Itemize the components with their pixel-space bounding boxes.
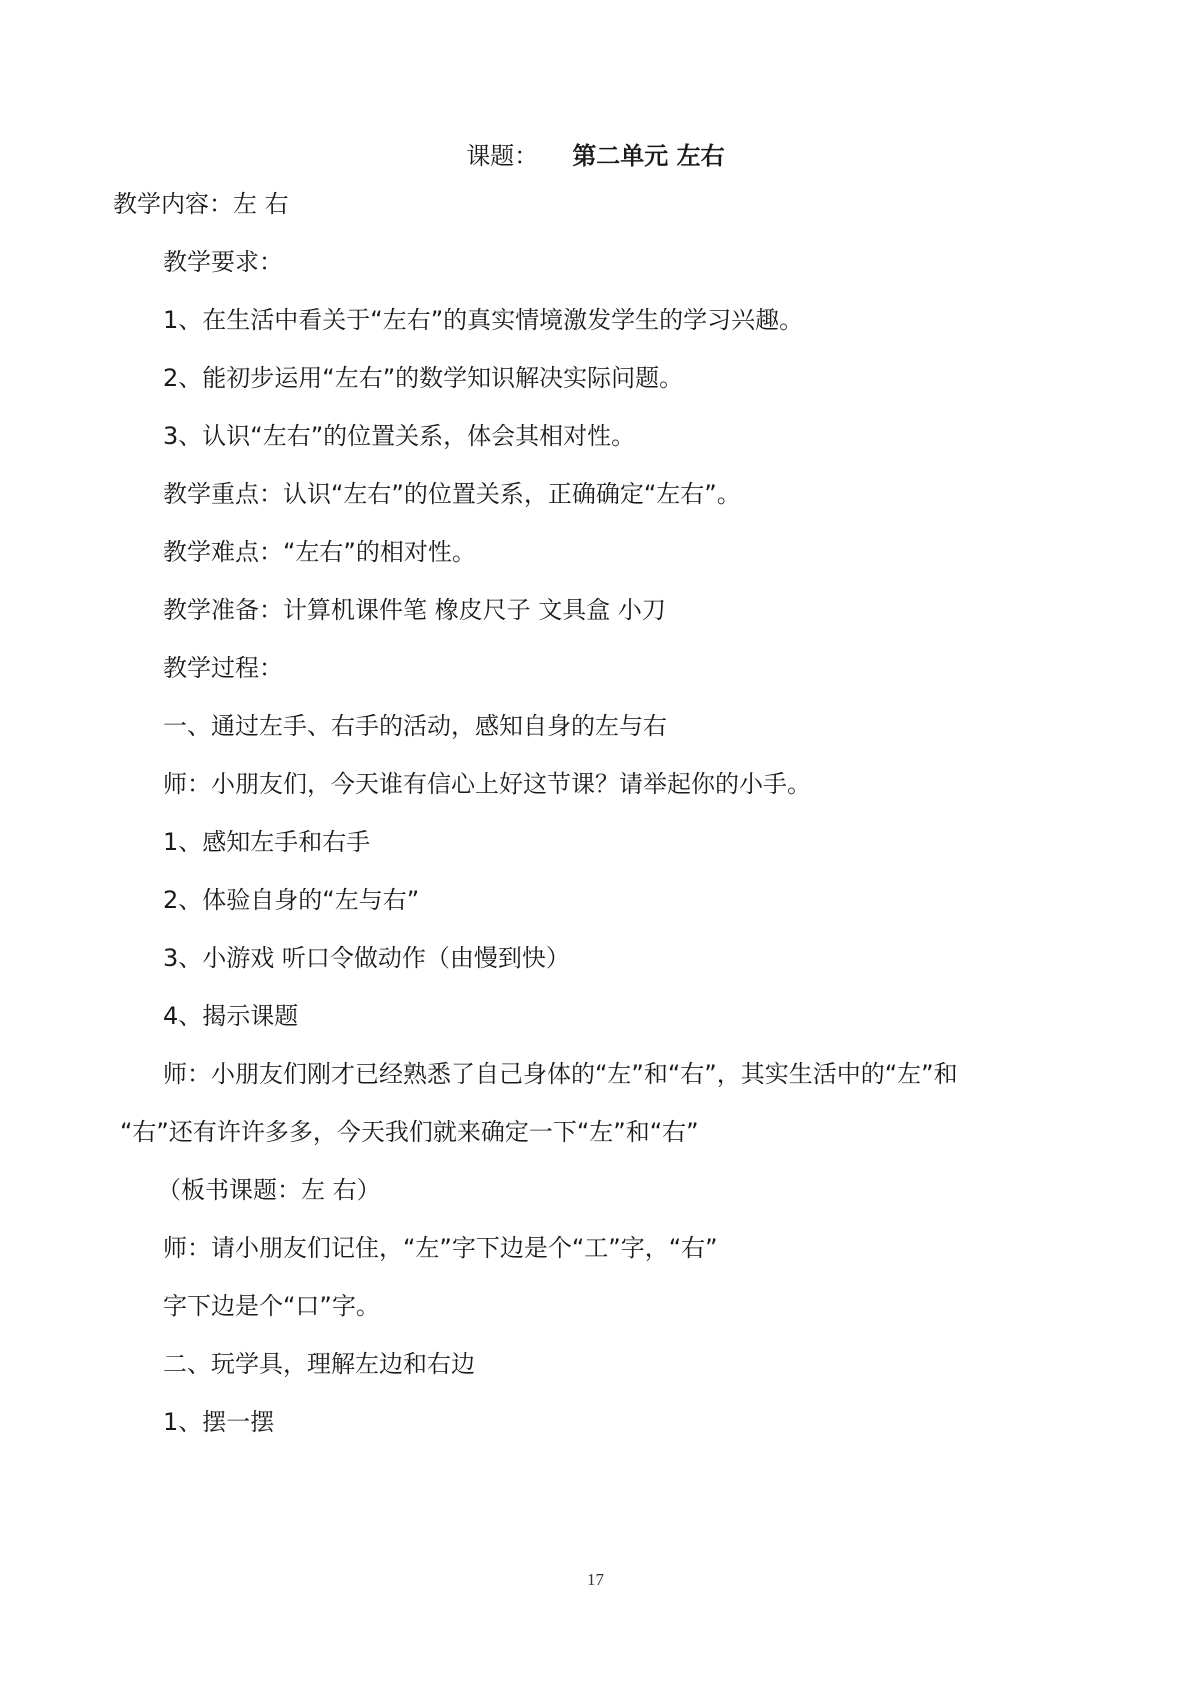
section-heading-2: 二、玩学具，理解左边和右边: [163, 1350, 475, 1378]
list-item: 2、体验自身的“左与右”: [163, 886, 420, 914]
page-number: 17: [587, 1570, 604, 1589]
teaching-focus: 教学重点：认识“左右”的位置关系，正确确定“左右”。: [163, 480, 741, 508]
teaching-process-heading: 教学过程：: [163, 654, 283, 682]
list-item: 4、揭示课题: [163, 1002, 299, 1030]
blackboard-note: （板书课题：左 右）: [157, 1176, 381, 1204]
list-item: 3、小游戏 听口令做动作（由慢到快）: [163, 944, 570, 972]
list-item: 1、感知左手和右手: [163, 828, 371, 856]
teaching-requirements-heading: 教学要求：: [163, 248, 283, 276]
section-heading-1: 一、通过左手、右手的活动，感知自身的左与右: [163, 712, 667, 740]
paragraph: 师：小朋友们刚才已经熟悉了自己身体的“左”和“右”，其实生活中的“左”和: [163, 1060, 958, 1088]
teaching-content: 教学内容：左 右: [113, 190, 289, 218]
paragraph-continuation: “右”还有许许多多，今天我们就来确定一下“左”和“右”: [120, 1118, 699, 1146]
paragraph-continuation: 字下边是个“口”字。: [163, 1292, 380, 1320]
requirement-item-2: 2、能初步运用“左右”的数学知识解决实际问题。: [163, 364, 684, 392]
title-label: 课题：: [466, 142, 539, 170]
teaching-preparation: 教学准备：计算机课件笔 橡皮尺子 文具盒 小刀: [163, 596, 666, 624]
lesson-title: [0, 136, 1191, 176]
paragraph: 师：请小朋友们记住，“左”字下边是个“工”字，“右”: [163, 1234, 718, 1262]
teaching-difficulty: 教学难点：“左右”的相对性。: [163, 538, 476, 566]
list-item: 1、摆一摆: [163, 1408, 275, 1436]
paragraph: 师：小朋友们，今天谁有信心上好这节课？请举起你的小手。: [163, 770, 811, 798]
requirement-item-1: 1、在生活中看关于“左右”的真实情境激发学生的学习兴趣。: [163, 306, 804, 334]
title-text: 第二单元 左右: [572, 142, 725, 170]
requirement-item-3: 3、认识“左右”的位置关系，体会其相对性。: [163, 422, 636, 450]
